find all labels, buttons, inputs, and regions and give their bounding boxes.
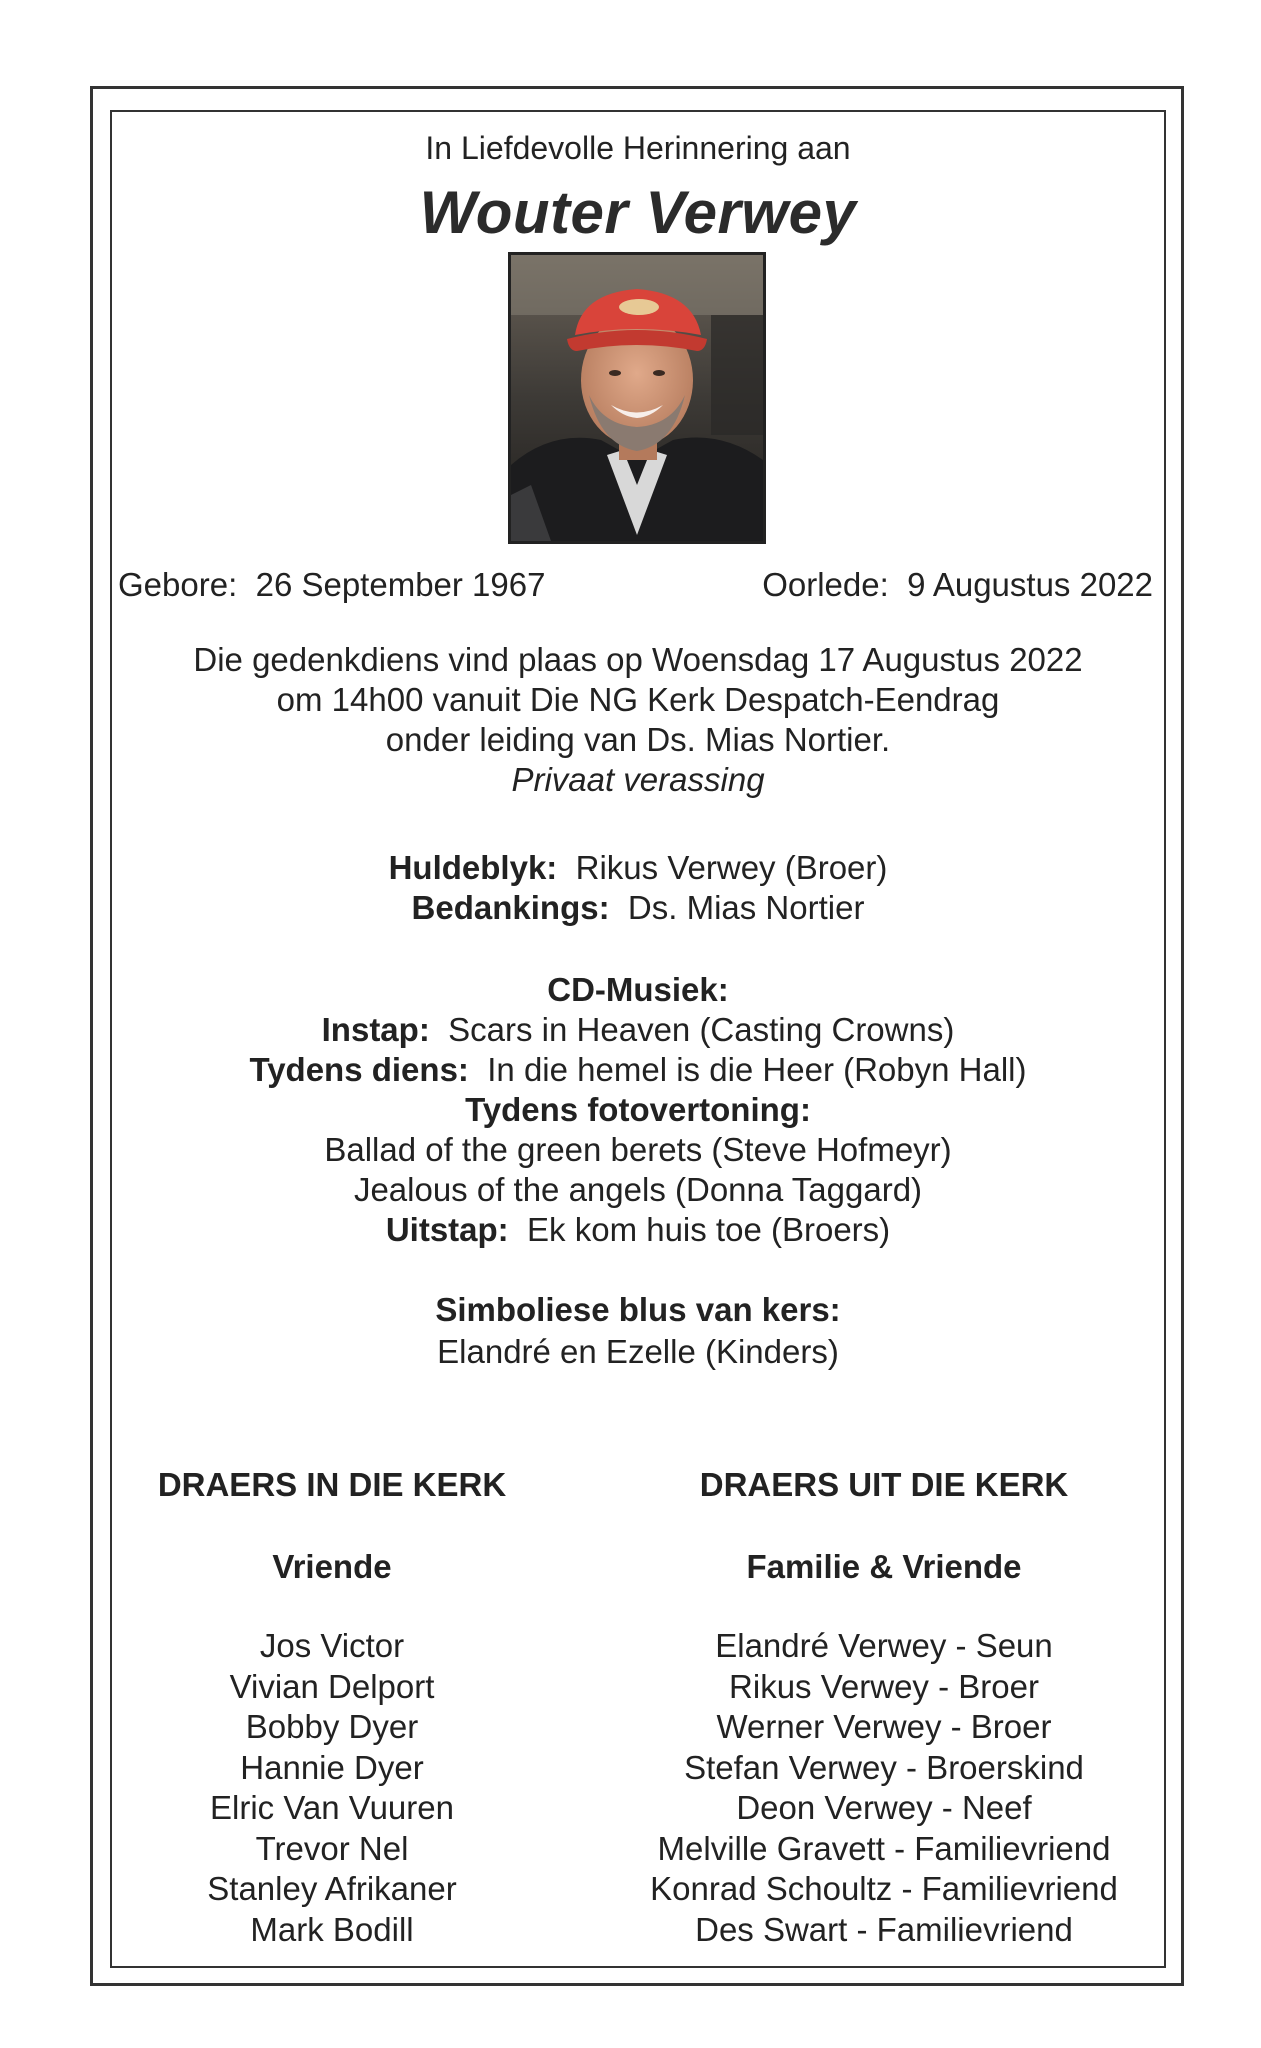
bearers-in-list xyxy=(72,1626,592,1950)
candle-heading: Simboliese blus van kers: xyxy=(435,1291,841,1328)
death-label: Oorlede: xyxy=(762,566,889,603)
intro-line: In Liefdevolle Herinnering aan xyxy=(425,130,851,166)
music-exit-value: Ek kom huis toe (Broers) xyxy=(527,1211,891,1248)
bearers-out-subheading: Familie & Vriende xyxy=(746,1548,1022,1585)
bearers-in-heading: DRAERS IN DIE KERK xyxy=(157,1466,507,1503)
thanks-line xyxy=(110,888,1166,928)
portrait-image xyxy=(511,255,763,541)
list-item: Melville Gravett - Familievriend xyxy=(657,1829,1111,1867)
list-item: Stanley Afrikaner xyxy=(207,1870,457,1907)
bearers-out-list xyxy=(624,1626,1144,1950)
list-item: Rikus Verwey - Broer xyxy=(729,1667,1039,1705)
music-during-line xyxy=(110,1050,1166,1090)
music-slideshow-song-1: Ballad of the green berets (Steve Hofmeyr) xyxy=(324,1131,952,1168)
list-item: Elric Van Vuuren xyxy=(210,1789,454,1826)
thanks-label: Bedankings: xyxy=(411,889,610,926)
birth-date-line xyxy=(118,566,545,604)
list-item: Konrad Schoultz - Familievriend xyxy=(650,1870,1118,1907)
service-line-2: om 14h00 vanuit Die NG Kerk Despatch-Eendrag xyxy=(276,681,1000,718)
birth-label: Gebore: xyxy=(118,566,238,603)
music-during-label: Tydens diens: xyxy=(249,1051,469,1088)
list-item: Mark Bodill xyxy=(250,1910,414,1948)
candle-value: Elandré en Ezelle (Kinders) xyxy=(437,1333,839,1370)
music-exit-label: Uitstap: xyxy=(385,1211,509,1248)
service-line-1: Die gedenkdiens vind plaas op Woensdag 17 Augustus 2022 xyxy=(193,641,1083,678)
list-item: Bobby Dyer xyxy=(245,1708,419,1745)
music-entry-line xyxy=(110,1010,1166,1050)
list-item: Werner Verwey - Broer xyxy=(716,1708,1052,1745)
list-item: Jos Victor xyxy=(259,1627,405,1664)
deceased-name: Wouter Verwey xyxy=(419,179,857,246)
service-line-3: onder leiding van Ds. Mias Nortier. xyxy=(385,721,891,758)
birth-date: 26 September 1967 xyxy=(255,566,546,603)
list-item: Hannie Dyer xyxy=(240,1748,424,1786)
portrait-photo xyxy=(508,252,766,544)
music-during-value: In die hemel is die Heer (Robyn Hall) xyxy=(487,1051,1027,1088)
list-item: Vivian Delport xyxy=(229,1667,435,1705)
list-item: Des Swart - Familievriend xyxy=(695,1910,1073,1948)
death-date-line xyxy=(762,566,1153,604)
music-heading: CD-Musiek: xyxy=(547,971,729,1008)
thanks-value: Ds. Mias Nortier xyxy=(627,889,865,926)
music-slideshow-label: Tydens fotovertoning: xyxy=(465,1091,811,1128)
music-entry-label: Instap: xyxy=(321,1011,430,1048)
bearers-out-heading: DRAERS UIT DIE KERK xyxy=(699,1466,1069,1503)
tribute-line xyxy=(110,848,1166,888)
tribute-value: Rikus Verwey (Broer) xyxy=(575,849,888,886)
music-exit-line xyxy=(110,1210,1166,1250)
list-item: Trevor Nel xyxy=(255,1829,409,1867)
list-item: Elandré Verwey - Seun xyxy=(715,1627,1053,1664)
death-date: 9 Augustus 2022 xyxy=(907,566,1153,603)
list-item: Stefan Verwey - Broerskind xyxy=(684,1748,1084,1786)
service-line-4: Privaat verassing xyxy=(511,761,765,798)
bearers-in-subheading: Vriende xyxy=(272,1548,392,1585)
list-item: Deon Verwey - Neef xyxy=(736,1789,1032,1826)
music-slideshow-song-2: Jealous of the angels (Donna Taggard) xyxy=(353,1171,923,1208)
tribute-label: Huldeblyk: xyxy=(388,849,558,886)
music-entry-value: Scars in Heaven (Casting Crowns) xyxy=(448,1011,955,1048)
